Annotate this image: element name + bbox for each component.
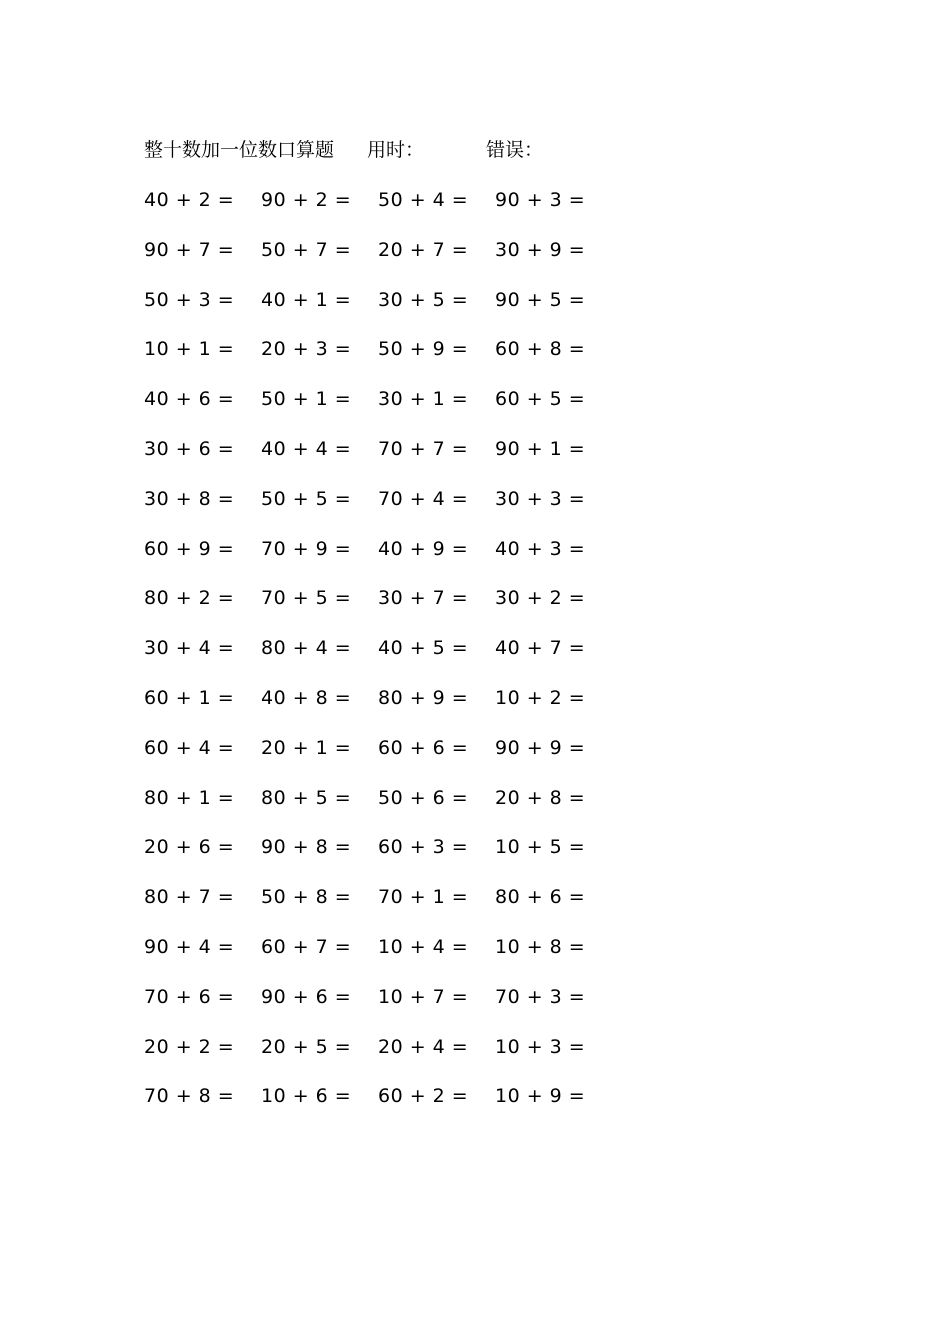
problem-item: 60 + 6 =	[378, 736, 469, 759]
problem-item: 50 + 7 =	[261, 238, 352, 261]
problem-item: 60 + 8 =	[495, 338, 586, 361]
problem-item: 80 + 9 =	[378, 686, 469, 709]
problem-item: 40 + 8 =	[261, 686, 352, 709]
problem-row	[144, 286, 624, 336]
problem-item: 10 + 3 =	[495, 1035, 586, 1058]
problem-row	[144, 784, 624, 834]
problem-item: 80 + 2 =	[144, 587, 235, 610]
problem-item: 60 + 1 =	[144, 686, 235, 709]
problem-item: 20 + 5 =	[261, 1035, 352, 1058]
problem-item: 40 + 4 =	[261, 437, 352, 460]
problem-item: 20 + 6 =	[144, 836, 235, 859]
problem-item: 70 + 3 =	[495, 985, 586, 1008]
problem-item: 10 + 2 =	[495, 686, 586, 709]
problem-item: 10 + 5 =	[495, 836, 586, 859]
problem-item: 60 + 2 =	[378, 1085, 469, 1108]
problem-item: 10 + 1 =	[144, 338, 235, 361]
problem-row	[144, 584, 624, 634]
problem-row	[144, 833, 624, 883]
problem-item: 90 + 8 =	[261, 836, 352, 859]
problem-item: 20 + 4 =	[378, 1035, 469, 1058]
problem-item: 20 + 3 =	[261, 338, 352, 361]
error-count-label: 错误：	[486, 139, 544, 161]
problem-item: 70 + 1 =	[378, 886, 469, 909]
problem-item: 10 + 6 =	[261, 1085, 352, 1108]
problem-item: 60 + 5 =	[495, 388, 586, 411]
problem-item: 40 + 5 =	[378, 637, 469, 660]
problem-item: 20 + 1 =	[261, 736, 352, 759]
problem-row	[144, 684, 624, 734]
problem-item: 30 + 4 =	[144, 637, 235, 660]
problem-item: 90 + 9 =	[495, 736, 586, 759]
problem-item: 40 + 7 =	[495, 637, 586, 660]
problem-item: 50 + 6 =	[378, 786, 469, 809]
problem-item: 30 + 1 =	[378, 388, 469, 411]
problem-row	[144, 1082, 624, 1132]
problem-item: 80 + 1 =	[144, 786, 235, 809]
problem-item: 90 + 7 =	[144, 238, 235, 261]
problem-item: 50 + 3 =	[144, 288, 235, 311]
problem-row	[144, 535, 624, 585]
problem-row	[144, 485, 624, 535]
problem-row	[144, 385, 624, 435]
problem-item: 70 + 9 =	[261, 537, 352, 560]
problem-item: 30 + 2 =	[495, 587, 586, 610]
problem-item: 90 + 5 =	[495, 288, 586, 311]
problem-item: 10 + 7 =	[378, 985, 469, 1008]
problem-item: 20 + 2 =	[144, 1035, 235, 1058]
problem-item: 40 + 9 =	[378, 537, 469, 560]
worksheet-title: 整十数加一位数口算题	[144, 139, 335, 161]
problem-item: 60 + 7 =	[261, 935, 352, 958]
problem-item: 90 + 3 =	[495, 189, 586, 211]
problem-item: 20 + 7 =	[378, 238, 469, 261]
time-used-label: 用时：	[367, 139, 425, 161]
problem-item: 10 + 8 =	[495, 935, 586, 958]
problem-item: 30 + 9 =	[495, 238, 586, 261]
problem-item: 30 + 6 =	[144, 437, 235, 460]
problem-row	[144, 634, 624, 684]
problem-item: 30 + 3 =	[495, 487, 586, 510]
problem-item: 90 + 4 =	[144, 935, 235, 958]
problem-row	[144, 236, 624, 286]
problem-item: 60 + 9 =	[144, 537, 235, 560]
problem-item: 90 + 1 =	[495, 437, 586, 460]
problem-row	[144, 186, 624, 236]
problem-item: 40 + 6 =	[144, 388, 235, 411]
problem-item: 40 + 2 =	[144, 189, 235, 211]
problem-row	[144, 933, 624, 983]
problem-item: 40 + 3 =	[495, 537, 586, 560]
problem-row	[144, 435, 624, 485]
problem-row	[144, 1033, 624, 1083]
problem-item: 20 + 8 =	[495, 786, 586, 809]
problem-item: 70 + 7 =	[378, 437, 469, 460]
problem-row	[144, 335, 624, 385]
problem-row	[144, 883, 624, 933]
problem-item: 80 + 5 =	[261, 786, 352, 809]
problem-item: 50 + 1 =	[261, 388, 352, 411]
problem-item: 70 + 4 =	[378, 487, 469, 510]
problem-item: 10 + 9 =	[495, 1085, 586, 1108]
problem-item: 30 + 8 =	[144, 487, 235, 510]
problem-item: 80 + 4 =	[261, 637, 352, 660]
problem-item: 50 + 9 =	[378, 338, 469, 361]
problem-item: 50 + 5 =	[261, 487, 352, 510]
problem-item: 80 + 7 =	[144, 886, 235, 909]
problem-item: 80 + 6 =	[495, 886, 586, 909]
problem-item: 70 + 8 =	[144, 1085, 235, 1108]
problem-item: 60 + 3 =	[378, 836, 469, 859]
problem-item: 70 + 5 =	[261, 587, 352, 610]
problem-item: 40 + 1 =	[261, 288, 352, 311]
problem-row	[144, 983, 624, 1033]
problem-item: 50 + 4 =	[378, 189, 469, 211]
problem-item: 50 + 8 =	[261, 886, 352, 909]
problem-item: 10 + 4 =	[378, 935, 469, 958]
problem-item: 30 + 7 =	[378, 587, 469, 610]
problem-row	[144, 734, 624, 784]
problem-item: 60 + 4 =	[144, 736, 235, 759]
problem-grid	[144, 186, 624, 1132]
problem-item: 70 + 6 =	[144, 985, 235, 1008]
problem-item: 90 + 6 =	[261, 985, 352, 1008]
problem-item: 30 + 5 =	[378, 288, 469, 311]
problem-item: 90 + 2 =	[261, 189, 352, 211]
